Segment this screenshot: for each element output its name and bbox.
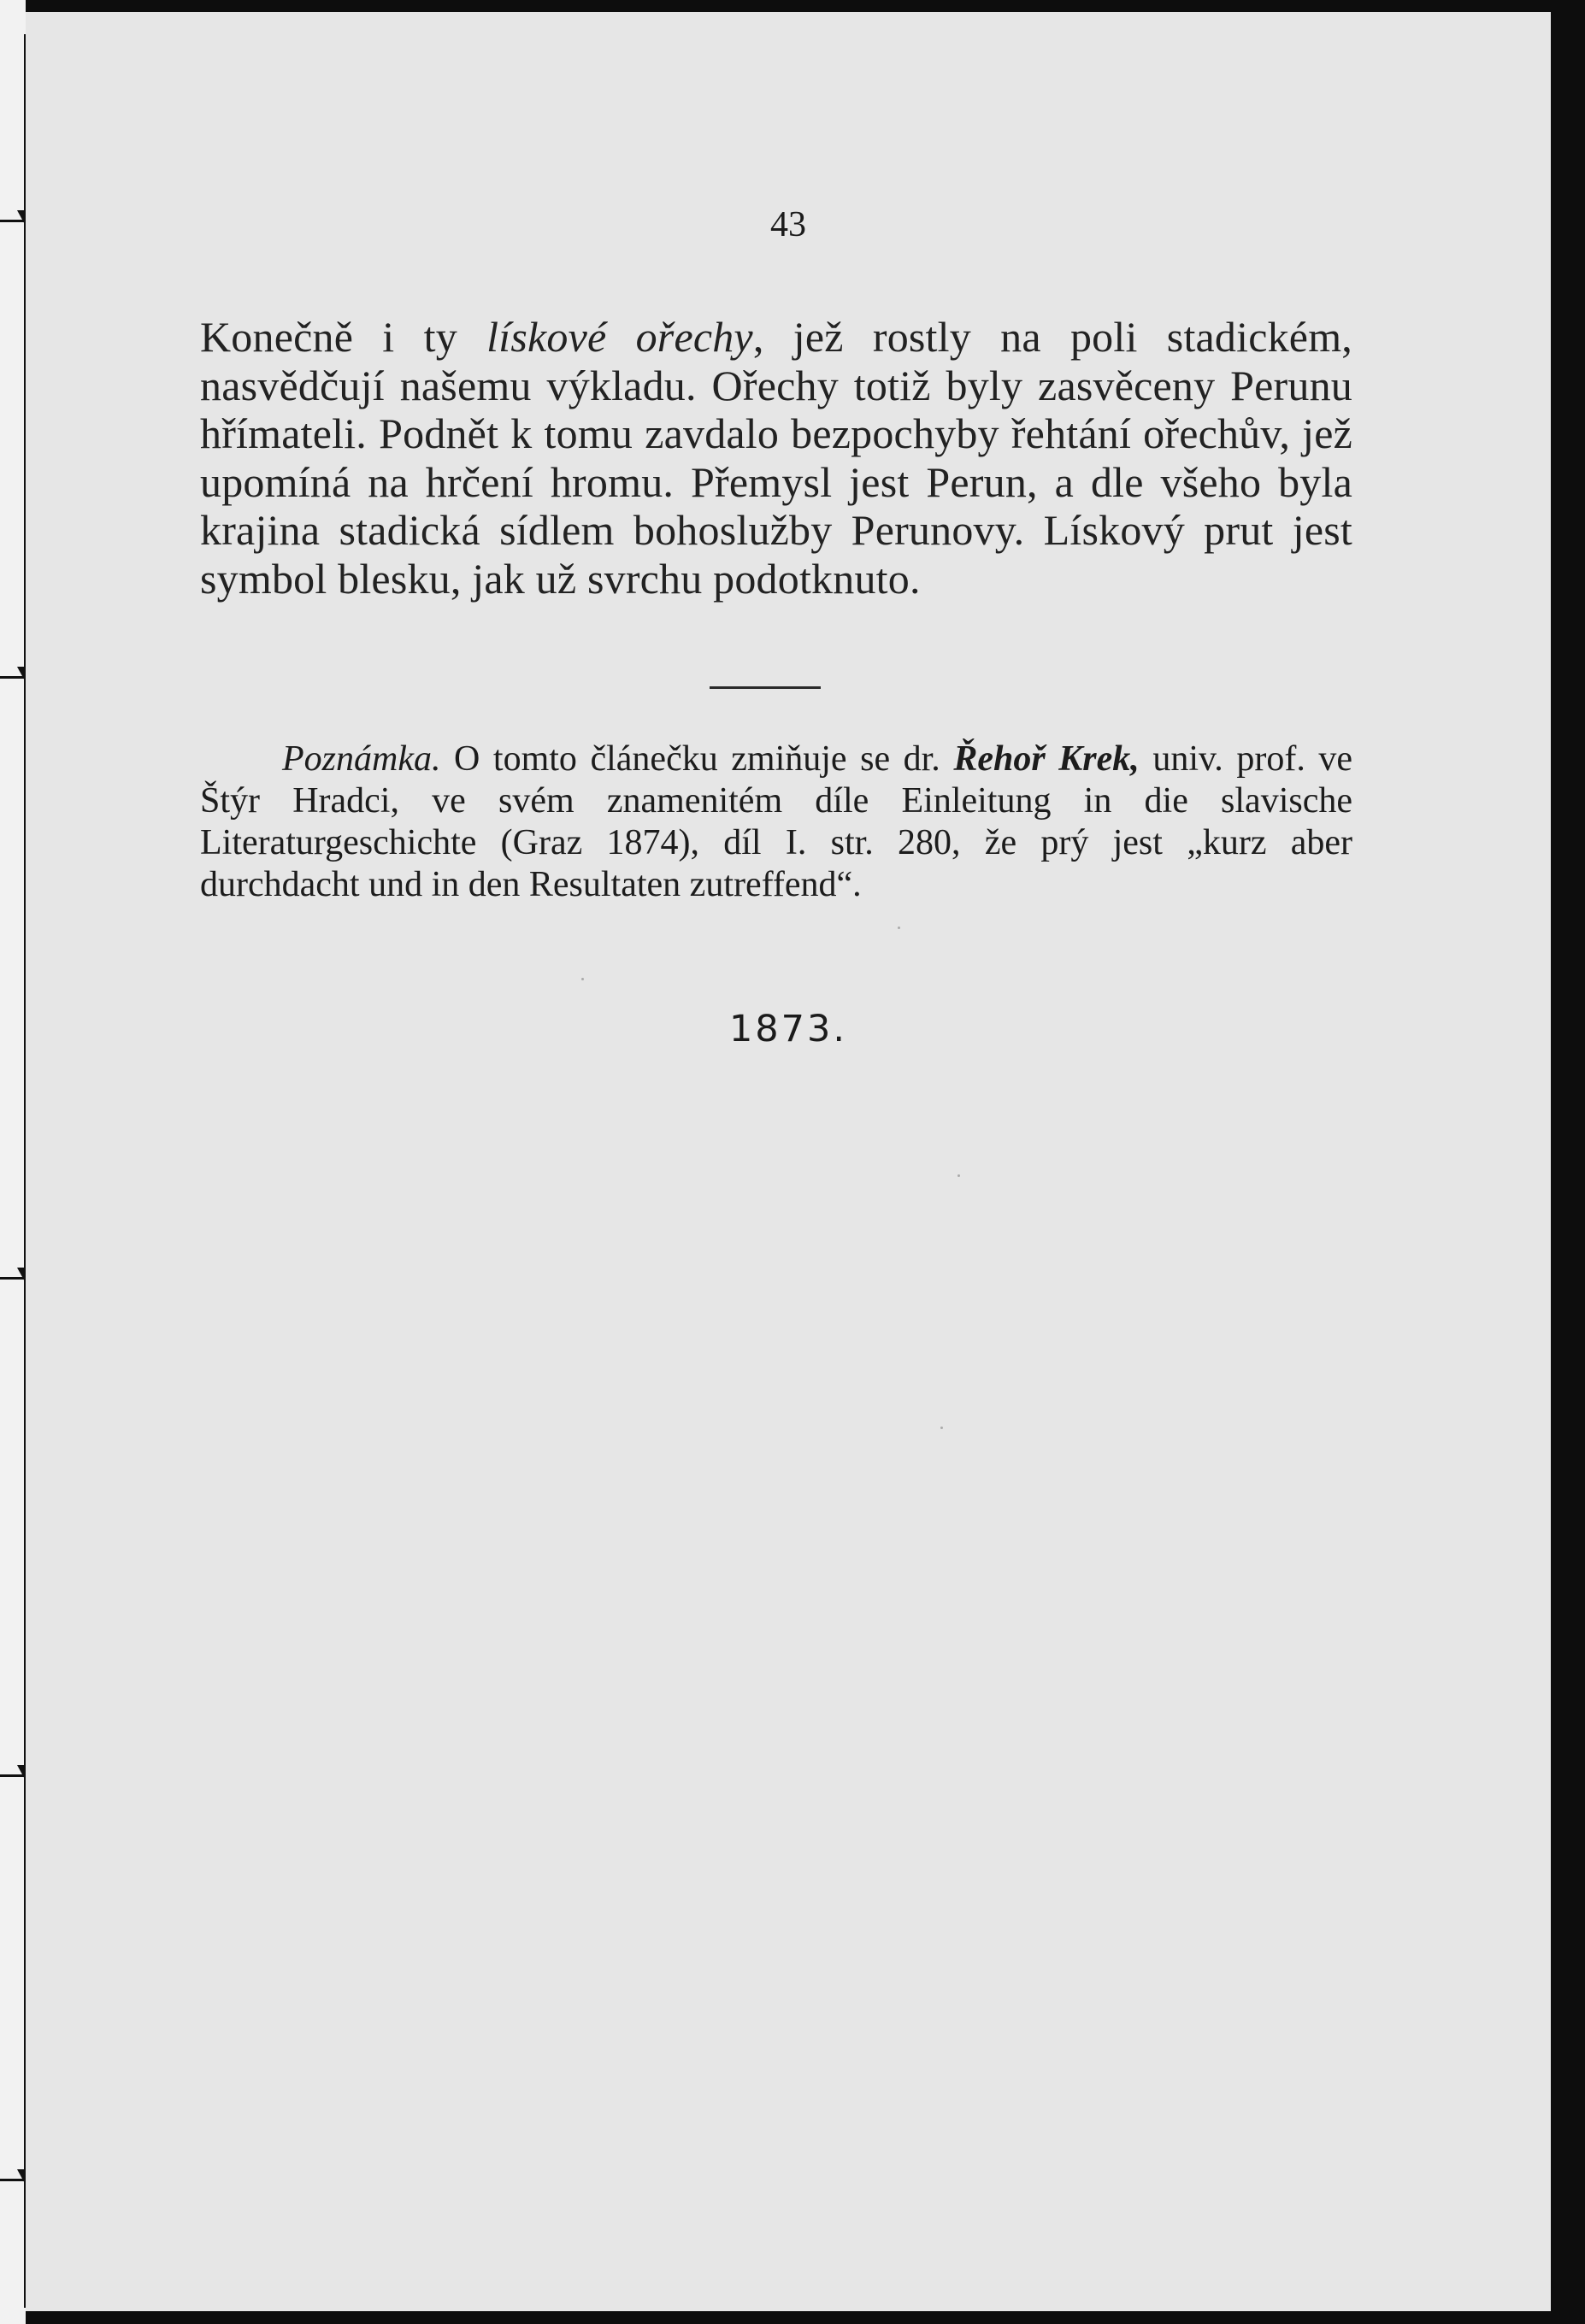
paper-speck (581, 978, 584, 980)
note-label: Poznámka. (282, 739, 441, 779)
paragraph-text: , jež rostly na poli stadickém, nasvědčují našemu výkladu. Ořechy totiž byly zasvěceny Perunu hřímateli. Podnět k tomu zavdalo bezpochyby řehtání ořechův, jež upomíná na hrčení hromu. Přemysl jest Perun, a dle všeho byla krajina stadická sídlem bohoslužby Perunovy. Lískový prut jest symbol blesku, jak už svrchu podotknuto. (200, 313, 1352, 603)
book-page (26, 12, 1551, 2311)
footnote (200, 738, 1352, 906)
note-text: univ. prof. ve Štýr Hradci, ve svém znamenitém díle Einleitung in die slavische Literaturgeschichte (Graz 1874), díl I. str. 280, že prý jest „kurz aber durchdacht und in den Resultaten zutreffend“. (200, 739, 1353, 904)
paper-speck (898, 927, 900, 929)
paragraph-text: Konečně i ty (200, 313, 487, 361)
paragraph-italic-term: lískové ořechy (486, 313, 753, 361)
paper-speck (957, 1174, 960, 1177)
note-text: O tomto článečku zmiňuje se dr. (440, 739, 954, 779)
main-paragraph (200, 313, 1352, 603)
page-number: 43 (770, 205, 806, 244)
binding-strip (0, 0, 26, 2324)
note-author: Řehoř Krek, (953, 739, 1140, 779)
section-divider (710, 686, 821, 689)
paper-speck (940, 1427, 943, 1429)
year-line: 1873. (728, 1008, 848, 1050)
